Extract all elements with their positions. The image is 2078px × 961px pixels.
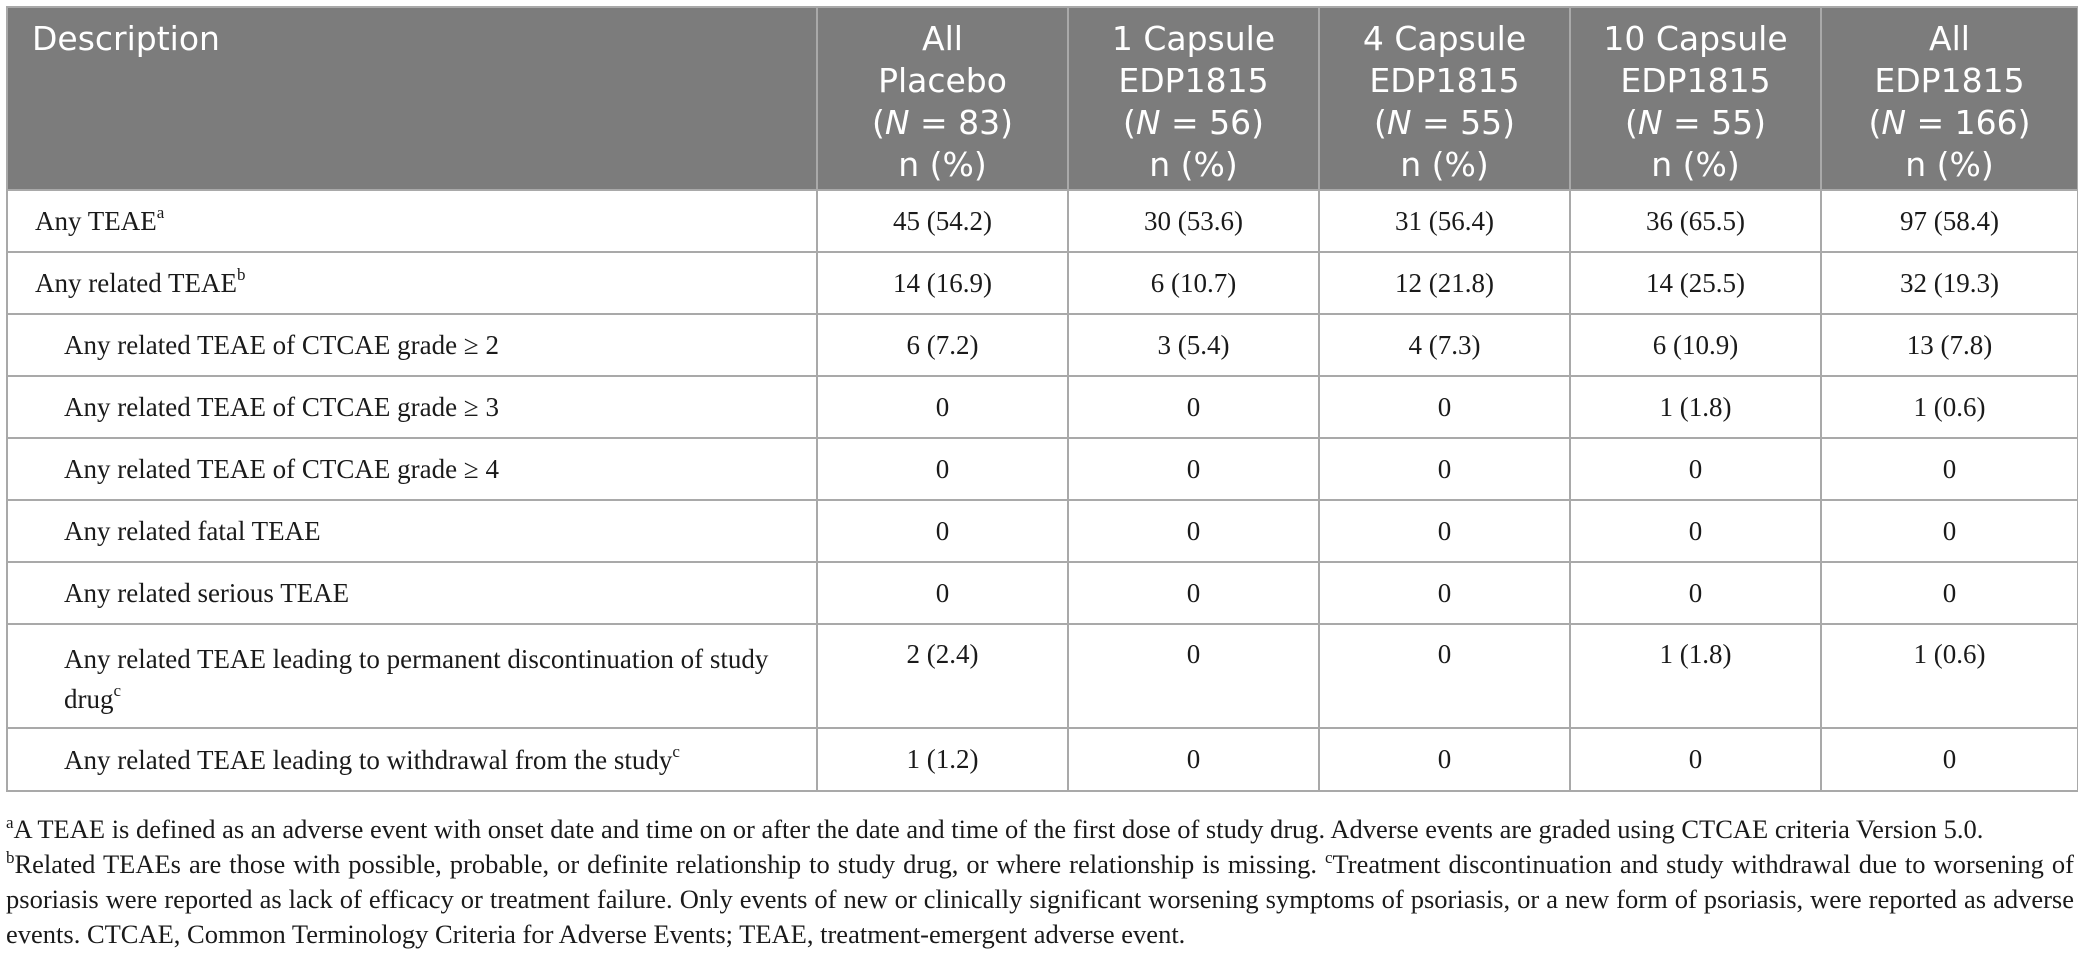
cell-all-edp1815: 97 (58.4) <box>1821 190 2078 252</box>
cell-all-edp1815: 0 <box>1821 728 2078 791</box>
cell-all-placebo: 14 (16.9) <box>817 252 1068 314</box>
cell-1-capsule: 3 (5.4) <box>1068 314 1319 376</box>
table-footnotes <box>6 812 2074 952</box>
cell-10-capsule: 14 (25.5) <box>1570 252 1821 314</box>
table-row <box>7 252 2078 314</box>
cell-1-capsule: 0 <box>1068 728 1319 791</box>
cell-1-capsule: 0 <box>1068 376 1319 438</box>
cell-4-capsule: 0 <box>1319 728 1570 791</box>
cell-1-capsule: 0 <box>1068 500 1319 562</box>
footnote-b-mark: b <box>6 848 15 868</box>
cell-10-capsule: 1 (1.8) <box>1570 624 1821 728</box>
table-row <box>7 438 2078 500</box>
cell-4-capsule: 0 <box>1319 500 1570 562</box>
cell-10-capsule: 1 (1.8) <box>1570 376 1821 438</box>
footnote-a: $^a$A TEAE is defined as an adverse event with onset date and time on or after the date and time of the first dose of study drug. Adverse events are graded using CTCAE criteria Version 5.0. <box>6 813 1984 844</box>
header-description: Description <box>7 7 817 190</box>
table-header <box>7 7 2078 190</box>
row-label: Any related TEAE of CTCAE grade ≥ 4 <box>7 438 817 500</box>
table-row <box>7 500 2078 562</box>
cell-1-capsule: 30 (53.6) <box>1068 190 1319 252</box>
cell-all-edp1815: 13 (7.8) <box>1821 314 2078 376</box>
cell-10-capsule: 0 <box>1570 500 1821 562</box>
cell-all-edp1815: 1 (0.6) <box>1821 376 2078 438</box>
footnote-c-mark: c <box>1324 848 1333 868</box>
header-all-placebo: All Placebo (N = 83) n (%) <box>817 7 1068 190</box>
cell-10-capsule: 0 <box>1570 562 1821 624</box>
footnote-a-mark: a <box>6 813 14 833</box>
footnote-mark: b <box>236 265 246 284</box>
cell-all-placebo: 0 <box>817 438 1068 500</box>
cell-4-capsule: 4 (7.3) <box>1319 314 1570 376</box>
footnote-mark: c <box>113 681 122 700</box>
row-label: Any related TEAE of CTCAE grade ≥ 2 <box>7 314 817 376</box>
cell-all-edp1815: 0 <box>1821 500 2078 562</box>
row-label: Any related TEAE leading to permanent discontinuation of study drug$^c$ <box>7 624 817 728</box>
cell-4-capsule: 31 (56.4) <box>1319 190 1570 252</box>
cell-10-capsule: 6 (10.9) <box>1570 314 1821 376</box>
row-label: Any related serious TEAE <box>7 562 817 624</box>
header-all-edp1815: All EDP1815 (N = 166) n (%) <box>1821 7 2078 190</box>
cell-all-edp1815: 1 (0.6) <box>1821 624 2078 728</box>
header-1-capsule: 1 Capsule EDP1815 (N = 56) n (%) <box>1068 7 1319 190</box>
cell-1-capsule: 0 <box>1068 624 1319 728</box>
cell-all-edp1815: 0 <box>1821 438 2078 500</box>
cell-10-capsule: 0 <box>1570 438 1821 500</box>
cell-all-edp1815: 0 <box>1821 562 2078 624</box>
cell-4-capsule: 0 <box>1319 376 1570 438</box>
table-row <box>7 624 2078 728</box>
cell-10-capsule: 0 <box>1570 728 1821 791</box>
table-row <box>7 728 2078 791</box>
cell-all-placebo: 0 <box>817 376 1068 438</box>
cell-4-capsule: 0 <box>1319 624 1570 728</box>
row-label: Any TEAE$^a$ <box>7 190 817 252</box>
row-label: Any related TEAE$^b$ <box>7 252 817 314</box>
footnote-mark: a <box>156 203 165 222</box>
footnote-mark: c <box>672 741 680 761</box>
cell-4-capsule: 0 <box>1319 438 1570 500</box>
table-row <box>7 376 2078 438</box>
table-body <box>7 190 2078 791</box>
cell-10-capsule: 36 (65.5) <box>1570 190 1821 252</box>
cell-all-placebo: 2 (2.4) <box>817 624 1068 728</box>
header-row <box>7 7 2078 190</box>
cell-all-placebo: 45 (54.2) <box>817 190 1068 252</box>
cell-4-capsule: 0 <box>1319 562 1570 624</box>
header-10-capsule: 10 Capsule EDP1815 (N = 55) n (%) <box>1570 7 1821 190</box>
header-4-capsule: 4 Capsule EDP1815 (N = 55) n (%) <box>1319 7 1570 190</box>
table-row <box>7 562 2078 624</box>
footnote-b-c: $^b$Related TEAEs are those with possible, probable, or definite relationship to study drug, or where relationship is missing. $^c$Treatment discontinuation and study withdrawal due to worsening of psoriasis were reported as lack of efficacy or treatment failure. Only events of new or clinically significant worsening symptoms of psoriasis, or a new form of psoriasis, were reported as adverse events. CTCAE, Common Terminology Criteria for Adverse Events; TEAE, treatment-emergent adverse event. <box>6 848 2074 949</box>
row-label: Any related fatal TEAE <box>7 500 817 562</box>
cell-all-placebo: 0 <box>817 562 1068 624</box>
adverse-events-table <box>6 6 2078 792</box>
table-row <box>7 190 2078 252</box>
cell-all-placebo: 6 (7.2) <box>817 314 1068 376</box>
row-label: Any related TEAE leading to withdrawal from the study$^c$ <box>7 728 817 791</box>
row-label: Any related TEAE of CTCAE grade ≥ 3 <box>7 376 817 438</box>
cell-1-capsule: 0 <box>1068 562 1319 624</box>
cell-all-placebo: 1 (1.2) <box>817 728 1068 791</box>
cell-all-edp1815: 32 (19.3) <box>1821 252 2078 314</box>
table-row <box>7 314 2078 376</box>
cell-1-capsule: 6 (10.7) <box>1068 252 1319 314</box>
cell-1-capsule: 0 <box>1068 438 1319 500</box>
cell-all-placebo: 0 <box>817 500 1068 562</box>
cell-4-capsule: 12 (21.8) <box>1319 252 1570 314</box>
